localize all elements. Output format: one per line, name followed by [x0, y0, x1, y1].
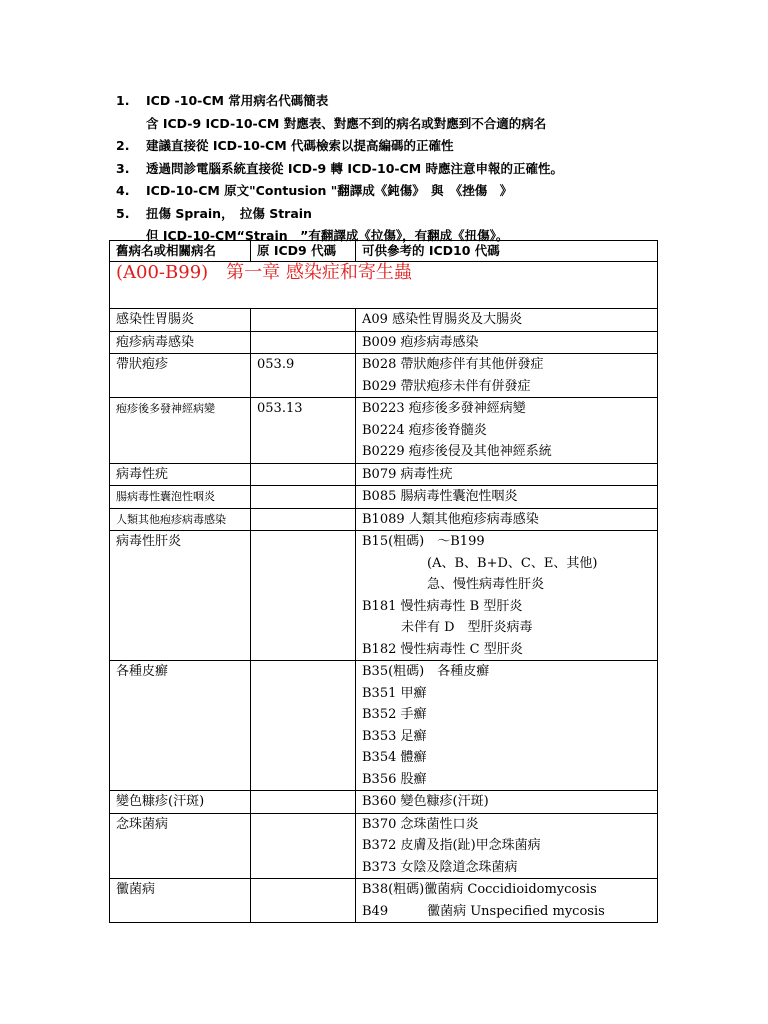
header-old-name: 舊病名或相關病名: [110, 241, 251, 262]
note-number: 2.: [116, 138, 130, 153]
table-row: [110, 309, 658, 332]
old-disease-name: 人類其他疱疹病毒感染: [110, 508, 251, 531]
icd9-code: [251, 813, 356, 879]
icd10-code-line: A09 感染性胃腸炎及大腸炎: [362, 312, 523, 327]
icd10-codes: [356, 463, 658, 486]
table-row: [110, 791, 658, 814]
icd10-code-line: B182 慢性病毒性 C 型肝炎: [362, 641, 523, 657]
note-number: 1.: [116, 93, 130, 108]
icd10-code-line: B352 手癬: [362, 707, 427, 722]
table-row: [110, 661, 658, 791]
icd10-code-line: B028 帶狀皰疹伴有其他併發症: [362, 357, 544, 372]
table-row: [110, 354, 658, 398]
note-line: [116, 203, 716, 226]
icd10-codes: [356, 398, 658, 464]
icd9-code: [251, 486, 356, 509]
note-line: [116, 90, 716, 113]
icd10-code-line: B181 慢性病毒性 B 型肝炎: [362, 598, 523, 614]
icd9-code: [251, 879, 356, 923]
icd10-codes: [356, 661, 658, 791]
icd10-codes: [356, 531, 658, 661]
old-disease-name: 感染性胃腸炎: [110, 309, 251, 332]
old-disease-name: 黴菌病: [110, 879, 251, 923]
icd10-codes: [356, 879, 658, 923]
old-disease-name: 變色糠疹(汗斑): [110, 791, 251, 814]
icd10-code-line: B356 股癬: [362, 771, 427, 787]
icd10-code-line: B079 病毒性疣: [362, 466, 453, 482]
icd10-code-line: B353 足癬: [362, 728, 427, 744]
icd10-codes: [356, 486, 658, 509]
note-line: [116, 180, 716, 203]
old-disease-name: 疱疹後多發神經病變: [110, 398, 251, 464]
header-icd10: 可供參考的 ICD10 代碼: [356, 241, 658, 262]
note-text: 但 ICD-10-CM“Strain ”有翻譯成《拉傷》，有翻成《扭傷》。: [146, 228, 509, 243]
icd9-code: [251, 309, 356, 332]
icd9-code: [251, 508, 356, 531]
icd10-code-line: B49 黴菌病 Unspecified mycosis: [362, 903, 605, 919]
icd10-codes: [356, 309, 658, 332]
table-row: [110, 486, 658, 509]
old-disease-name: 病毒性肝炎: [110, 531, 251, 661]
icd10-code-line: B372 皮膚及指(趾)甲念珠菌病: [362, 838, 541, 853]
note-number: 4.: [116, 183, 130, 198]
icd10-codes: [356, 508, 658, 531]
old-disease-name: 各種皮癬: [110, 661, 251, 791]
note-text: ICD-10-CM 原文"Contusion "翻譯成《鈍傷》 與 《挫傷 》: [146, 183, 513, 198]
icd10-code-line: B373 女陰及陰道念珠菌病: [362, 859, 518, 875]
chapter-title: (A00-B99) 第一章 感染症和寄生蟲: [110, 262, 658, 309]
icd10-codes: [356, 791, 658, 814]
icd10-code-line: B15(粗碼) ～B199: [362, 534, 485, 549]
old-disease-name: 病毒性疣: [110, 463, 251, 486]
icd-code-table: [109, 240, 658, 923]
icd9-code: [251, 331, 356, 354]
icd10-code-line: B029 帶狀疱疹未伴有併發症: [362, 378, 531, 394]
note-line: [116, 113, 716, 136]
note-number: 5.: [116, 205, 130, 221]
note-line: [116, 135, 716, 158]
icd10-codes: [356, 813, 658, 879]
icd10-code-line: B009 疱疹病毒感染: [362, 334, 479, 350]
icd10-code-line: B360 變色糠疹(汗斑): [362, 794, 489, 809]
icd9-code: [251, 531, 356, 661]
note-text: 含 ICD-9 ICD-10-CM 對應表、對應不到的病名或對應到不合適的病名: [146, 115, 547, 131]
old-disease-name: 腸病毒性囊泡性咽炎: [110, 486, 251, 509]
icd10-codes: [356, 331, 658, 354]
table-row: [110, 813, 658, 879]
icd10-code-line: B0224 疱疹後脊髓炎: [362, 422, 487, 438]
icd10-code-line: B0223 疱疹後多發神經病變: [362, 401, 526, 416]
icd10-code-line: B351 甲癬: [362, 685, 427, 701]
old-disease-name: 疱疹病毒感染: [110, 331, 251, 354]
table-header-row: [110, 241, 658, 262]
note-text: ICD -10-CM 常用病名代碼簡表: [146, 93, 329, 108]
icd10-codes: [356, 354, 658, 398]
icd10-code-line: 未伴有 D 型肝炎病毒: [362, 620, 533, 635]
notes-list: [116, 90, 716, 248]
icd9-code: [251, 661, 356, 791]
icd9-code: [251, 463, 356, 486]
note-text: 建議直接從 ICD-10-CM 代碼檢索以提高編碼的正確性: [146, 138, 454, 153]
table-row: [110, 531, 658, 661]
icd10-code-line: B0229 疱疹後侵及其他神經系統: [362, 444, 552, 459]
table-row: [110, 879, 658, 923]
icd10-code-line: B35(粗碼) 各種皮癬: [362, 664, 490, 679]
icd9-code: 053.13: [251, 398, 356, 464]
note-text: 扭傷 Sprain， 拉傷 Strain: [146, 205, 312, 221]
note-text: 透過問診電腦系統直接從 ICD-9 轉 ICD-10-CM 時應注意申報的正確性。: [146, 160, 564, 176]
chapter-row: [110, 262, 658, 309]
table-row: [110, 508, 658, 531]
old-disease-name: 念珠菌病: [110, 813, 251, 879]
icd10-code-line: B370 念珠菌性口炎: [362, 816, 479, 832]
icd10-code-line: B1089 人類其他疱疹病毒感染: [362, 511, 539, 527]
table-row: [110, 398, 658, 464]
old-disease-name: 帶狀疱疹: [110, 354, 251, 398]
icd9-code: 053.9: [251, 354, 356, 398]
table-row: [110, 331, 658, 354]
icd10-code-line: B085 腸病毒性囊泡性咽炎: [362, 489, 518, 504]
note-line: [116, 158, 716, 181]
table-row: [110, 463, 658, 486]
icd10-code-line: B38(粗碼)黴菌病 Coccidioidomycosis: [362, 882, 597, 897]
icd9-code: [251, 791, 356, 814]
note-number: 3.: [116, 160, 130, 176]
icd10-code-line: B354 體癬: [362, 750, 427, 765]
header-icd9: 原 ICD9 代碼: [251, 241, 356, 262]
icd10-code-line: 急、慢性病毒性肝炎: [362, 577, 545, 592]
icd10-code-line: (A、B、B+D、C、E、其他): [362, 555, 598, 571]
